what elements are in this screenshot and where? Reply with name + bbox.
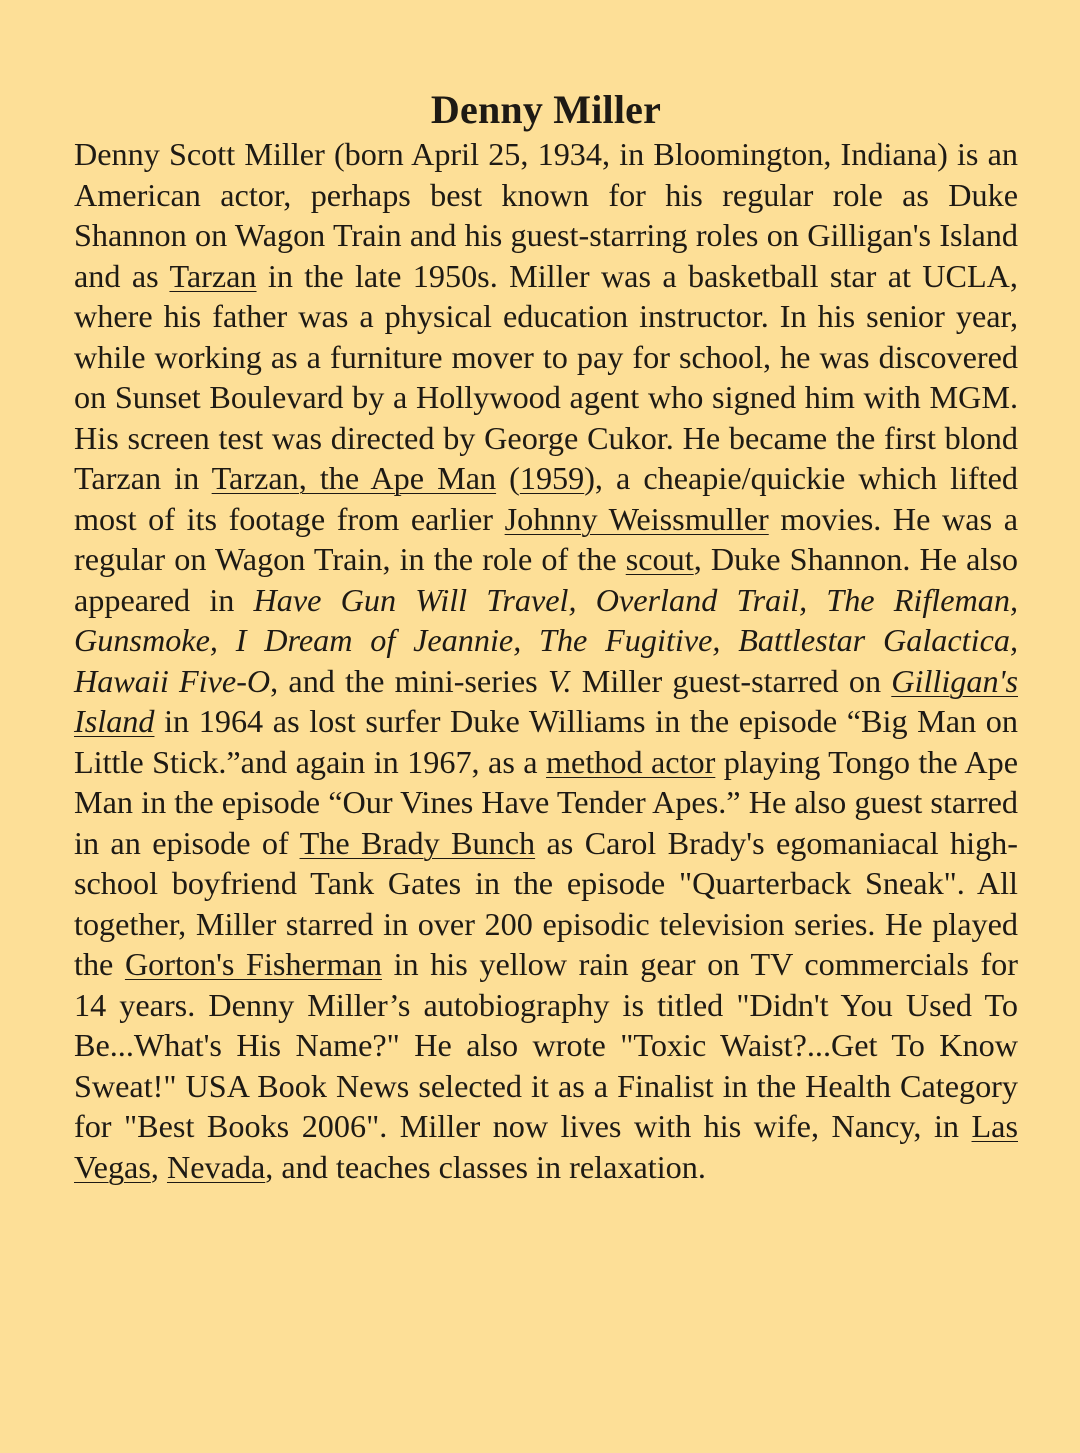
bio-text: ), a cheapie/quickie which lifted most of its footage from earlier: [74, 460, 1018, 537]
bio-text: as Carol Brady's egomaniacal high-school boyfriend Tank Gates in the episode "Quarterback Sneak". All together, Miller starred in over 200 episodic television series. He played the: [74, 824, 1018, 982]
bio-text: in the late 1950s. Miller was a basketball star at UCLA, where his father was a physical education instructor. In his senior year, while working as a furniture mover to pay for school, he was discovered on Sunset Boulevard by a Hollywood agent who signed him with MGM. His screen test was directed by George Cukor. He became the first blond Tarzan in: [74, 257, 1018, 496]
bio-text: ,: [150, 1148, 167, 1185]
bio-text: Denny Scott Miller (born April 25, 1934, in Bloomington, Indiana) is an American actor, perhaps best known for his regular role as Duke Shannon on Wagon Train and his guest-starring roles on Gilligan's Island and as: [74, 136, 1018, 294]
link-johnny-weissmuller[interactable]: Johnny Weissmuller: [504, 500, 769, 537]
link-las-vegas[interactable]: Las Vegas: [74, 1108, 1018, 1185]
bio-text: in his yellow rain gear on TV commercials for 14 years. Denny Miller’s autobiography is titled "Didn't You Used To Be...What's His Name?" He also wrote "Toxic Waist?...Get To Know Sweat!" USA Book News selected it as a Finalist in the Health Category for "Best Books 2006". Miller now lives with his wife, Nancy, in: [74, 946, 1018, 1144]
bio-text: , and teaches classes in relaxation.: [265, 1148, 706, 1185]
bio-text: (: [496, 460, 520, 496]
link-tarzan[interactable]: Tarzan: [169, 257, 257, 294]
link-nevada[interactable]: Nevada: [166, 1148, 266, 1185]
document-page: [74, 86, 1018, 1187]
bio-text: movies. He was a regular on Wagon Train, in the role of the: [74, 500, 1018, 577]
link-the-brady-bunch[interactable]: The Brady Bunch: [299, 824, 536, 861]
bio-text: Miller guest-starred on: [571, 662, 892, 699]
page-title: Denny Miller: [430, 87, 662, 132]
link-scout[interactable]: scout: [625, 541, 694, 577]
bio-text: , and the mini-series: [270, 662, 548, 699]
link-tarzan-the-ape-man[interactable]: Tarzan, the Ape Man: [211, 460, 497, 496]
italic-show-list: Have Gun Will Travel, Overland Trail, The Rifleman, Gunsmoke, I Dream of Jeannie, The Fugitive, Battlestar Galactica, Hawaii Five-O: [74, 581, 1019, 699]
bio-text: playing Tongo the Ape Man in the episode “Our Vines Have Tender Apes.” He also guest starred in an episode of: [74, 743, 1018, 861]
link-gilligans-island[interactable]: Gilligan's Island: [74, 662, 1018, 739]
link-1959[interactable]: 1959: [519, 460, 585, 496]
link-method-actor[interactable]: method actor: [546, 743, 716, 780]
bio-text: in 1964 as lost surfer Duke Williams in the episode “Big Man on Little Stick.”and again in 1967, as a: [74, 703, 1018, 780]
biography-paragraph: [74, 134, 1018, 1187]
bio-text: , Duke Shannon. He also appeared in: [74, 541, 1018, 618]
italic-v: V.: [547, 662, 572, 699]
link-gortons-fisherman[interactable]: Gorton's Fisherman: [124, 946, 382, 982]
